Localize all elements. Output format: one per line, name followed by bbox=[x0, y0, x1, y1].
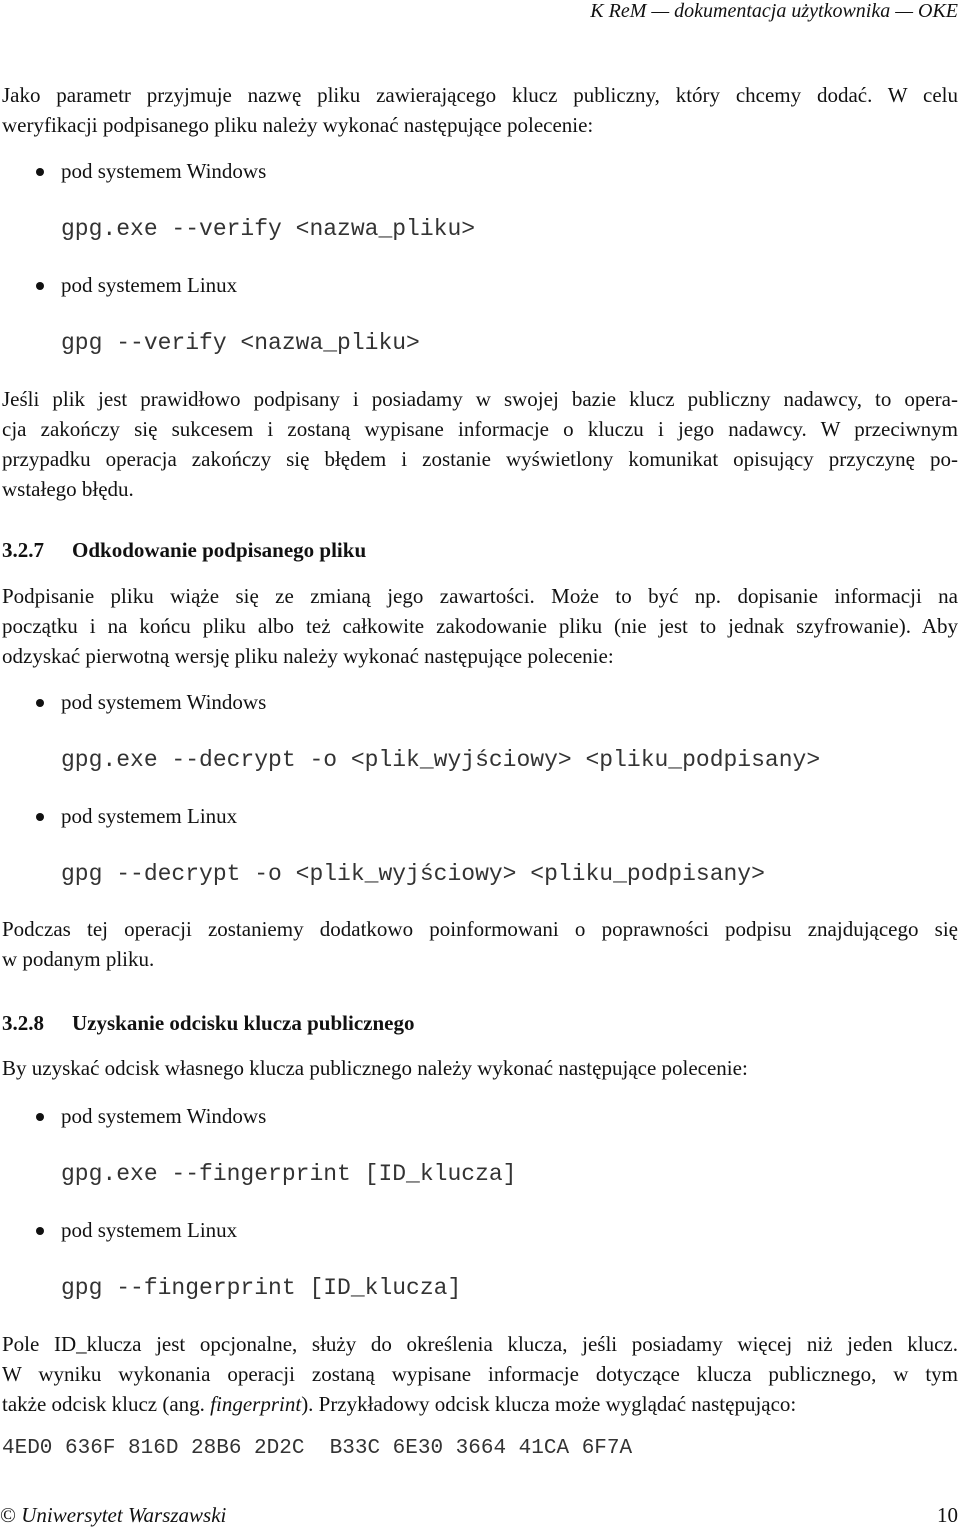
bullet-dot bbox=[36, 168, 44, 176]
bullet-label: pod systemem Windows bbox=[61, 690, 267, 714]
paragraph-line: odzyskać pierwotną wersję pliku należy wykonać następujące polecenie: bbox=[2, 644, 614, 668]
paragraph-line bbox=[2, 1389, 958, 1419]
decode-outro-paragraph bbox=[2, 914, 958, 974]
term-fingerprint: fingerprint bbox=[210, 1392, 302, 1416]
paragraph-line: Jeśli plik jest prawidłowo podpisany i posiadamy w swojej bazie klucz publiczny nadawcy, to opera- bbox=[2, 387, 958, 411]
fingerprint-intro-paragraph bbox=[2, 1053, 958, 1083]
paragraph-line: Jako parametr przyjmuje nazwę pliku zawierającego klucz publiczny, który chcemy dodać. W celu bbox=[2, 83, 958, 107]
bullet-dot bbox=[36, 282, 44, 290]
command-fingerprint-linux: gpg --fingerprint [ID_klucza] bbox=[61, 1275, 462, 1301]
running-header: K ReM — dokumentacja użytkownika — OKE bbox=[590, 0, 958, 22]
text-run: także odcisk klucz (ang. bbox=[2, 1392, 211, 1416]
university-name: Uniwersytet Warszawski bbox=[21, 1503, 227, 1527]
fingerprint-outro-paragraph bbox=[2, 1329, 958, 1419]
bullet-dot bbox=[36, 1113, 44, 1121]
page-footer bbox=[0, 1503, 958, 1527]
verify-intro-paragraph bbox=[2, 80, 958, 140]
bullet-dot bbox=[36, 699, 44, 707]
command-decrypt-linux: gpg --decrypt -o <plik_wyjściowy> <pliku_podpisany> bbox=[61, 861, 765, 887]
section-title: Uzyskanie odcisku klucza publicznego bbox=[72, 1011, 415, 1035]
command-fingerprint-windows: gpg.exe --fingerprint [ID_klucza] bbox=[61, 1161, 517, 1187]
bullet-dot bbox=[36, 813, 44, 821]
bullet-label: pod systemem Windows bbox=[61, 1104, 267, 1128]
paragraph-line: weryfikacji podpisanego pliku należy wykonać następujące polecenie: bbox=[2, 113, 594, 137]
fingerprint-example: 4ED0 636F 816D 28B6 2D2C B33C 6E30 3664 41CA 6F7A bbox=[2, 1437, 633, 1460]
section-number: 3.2.7 bbox=[2, 538, 44, 562]
paragraph-line: wstałego błędu. bbox=[2, 477, 134, 501]
paragraph-line: By uzyskać odcisk własnego klucza publicznego należy wykonać następujące polecenie: bbox=[2, 1056, 748, 1080]
text-run: ). Przykładowy odcisk klucza może wyglądać następująco: bbox=[301, 1392, 797, 1416]
section-number: 3.2.8 bbox=[2, 1011, 44, 1035]
bullet-dot bbox=[36, 1227, 44, 1235]
paragraph-line: w podanym pliku. bbox=[2, 947, 155, 971]
paragraph-line: cja zakończy się sukcesem i zostaną wypisane informacje o kluczu i jego nadawcy. W przeciwnym bbox=[2, 417, 958, 441]
bullet-label: pod systemem Linux bbox=[61, 1218, 238, 1242]
paragraph-line: Pole ID_klucza jest opcjonalne, służy do określenia klucza, jeśli posiadamy więcej niż jeden klucz. bbox=[2, 1332, 958, 1356]
verify-result-paragraph bbox=[2, 384, 958, 504]
paragraph-line: Podczas tej operacji zostaniemy dodatkowo poinformowani o poprawności podpisu znajdującego się bbox=[2, 917, 958, 941]
copyright-symbol: © bbox=[0, 1503, 16, 1527]
paragraph-line: początku i na końcu pliku albo też całkowite zakodowanie pliku (nie jest to jednak szyfrowanie). Aby bbox=[2, 614, 958, 638]
paragraph-line: Podpisanie pliku wiąże się ze zmianą jego zawartości. Może to być np. dopisanie informacji na bbox=[2, 584, 958, 608]
command-verify-windows: gpg.exe --verify <nazwa_pliku> bbox=[61, 216, 476, 242]
page-number: 10 bbox=[937, 1503, 958, 1527]
section-title: Odkodowanie podpisanego pliku bbox=[72, 538, 367, 562]
paragraph-line: przypadku operacja zakończy się błędem i zostanie wyświetlony komunikat opisujący przyczynę po- bbox=[2, 447, 958, 471]
bullet-label: pod systemem Linux bbox=[61, 804, 238, 828]
section-heading-3-2-7 bbox=[2, 535, 366, 565]
paragraph-line: W wyniku wykonania operacji zostaną wypisane informacje dotyczące klucza publicznego, w tym bbox=[2, 1362, 958, 1386]
command-decrypt-windows: gpg.exe --decrypt -o <plik_wyjściowy> <pliku_podpisany> bbox=[61, 747, 821, 773]
command-verify-linux: gpg --verify <nazwa_pliku> bbox=[61, 330, 420, 356]
decode-intro-paragraph bbox=[2, 581, 958, 671]
bullet-label: pod systemem Windows bbox=[61, 159, 267, 183]
section-heading-3-2-8 bbox=[2, 1008, 414, 1038]
bullet-label: pod systemem Linux bbox=[61, 273, 238, 297]
